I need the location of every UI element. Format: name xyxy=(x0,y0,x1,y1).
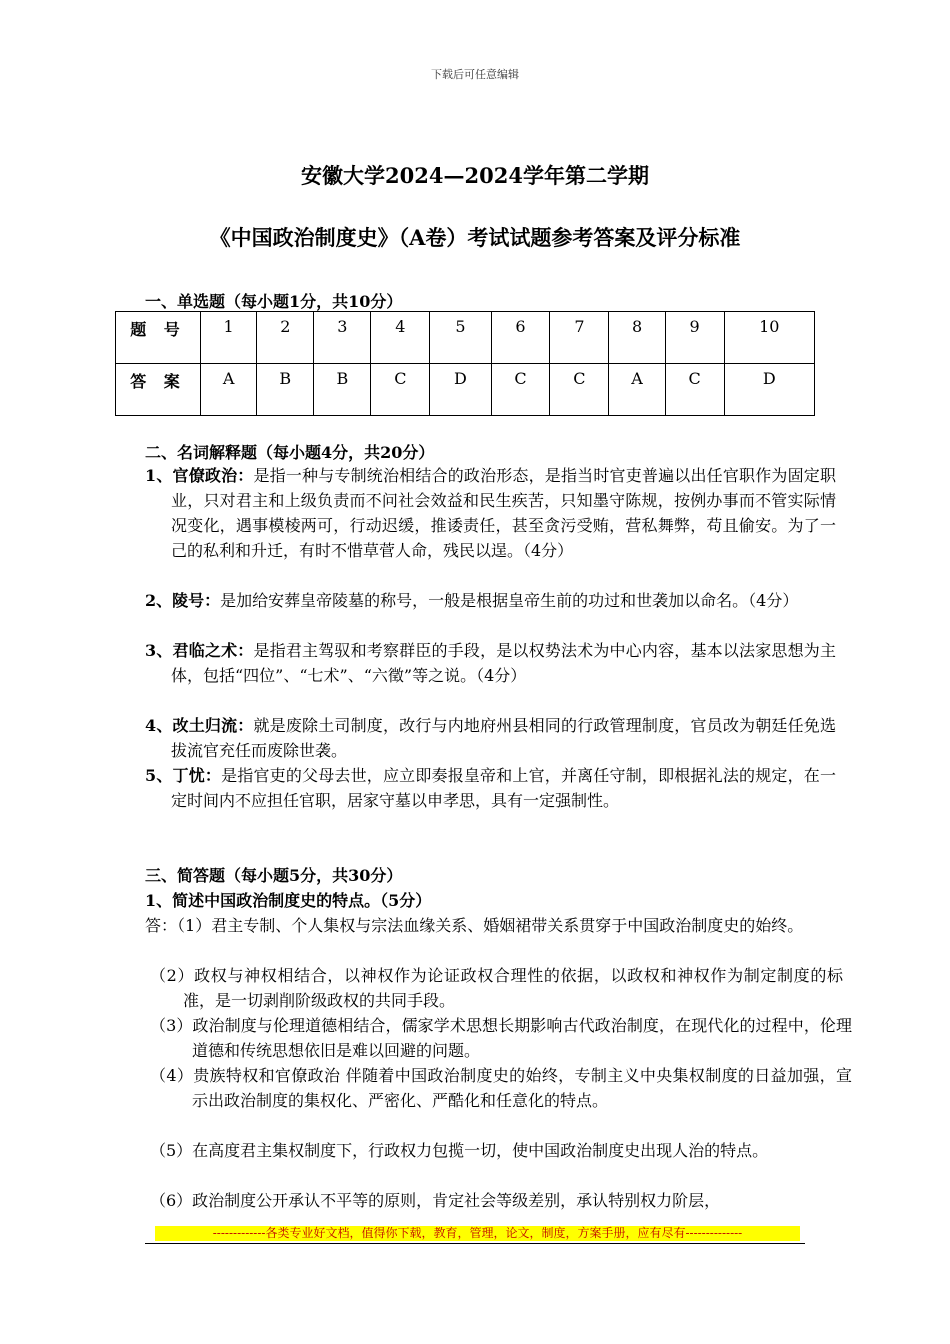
row-label-answer: 答 案 xyxy=(116,364,201,416)
term-name: 改土归流： xyxy=(172,716,254,735)
answer-point-4: （4）贵族特权和官僚政治 伴随着中国政治制度史的始终，专制主义中央集权制度的日益加强，宣示出政治制度的集权化、严密化、严酷化和任意化的特点。 xyxy=(150,1066,852,1110)
term-item-3 xyxy=(145,638,836,688)
term-name: 君临之术： xyxy=(172,641,254,660)
answer-point-3: （3）政治制度与伦理道德相结合，儒家学术思想长期影响古代政治制度，在现代化的过程中，伦理道德和传统思想依旧是难以回避的问题。 xyxy=(150,1016,852,1060)
question-number: 10 xyxy=(724,312,814,364)
answer-cell: D xyxy=(430,364,491,416)
term-definition: 是指一种与专制统治相结合的政治形态，是指当时官吏普遍以出任官职作为固定职业，只对君主和上级负责而不问社会效益和民生疾苦，只知墨守陈规，按例办事而不管实际情况变化，遇事模棱两可，行动迟缓，推诿责任，甚至贪污受贿，营私舞弊，苟且偷安。为了一己的私利和升迁，有时不惜草菅人命，残民以逞。（4分） xyxy=(171,466,836,560)
term-name: 陵号： xyxy=(172,591,221,610)
term-name: 官僚政治： xyxy=(172,466,254,485)
section3-heading: 三、简答题（每小题5分，共30分） xyxy=(145,866,403,885)
footer-banner: -------------各类专业好文档，值得你下载，教育，管理，论文，制度，方案手册，应有尽有-------------- xyxy=(155,1226,800,1241)
question-number: 5 xyxy=(430,312,491,364)
question-number-row xyxy=(116,312,815,364)
term-definition: 是指官吏的父母去世，应立即奏报皇帝和上官，并离任守制，即根据礼法的规定，在一定时间内不应担任官职，居家守墓以申孝思，具有一定强制性。 xyxy=(171,766,836,810)
section2-heading: 二、名词解释题（每小题4分，共20分） xyxy=(145,443,435,462)
exam-subtitle: 《中国政治制度史》（A卷）考试试题参考答案及评分标准 xyxy=(209,225,741,250)
answer-point-1 xyxy=(145,913,810,938)
answer-point-5: （5）在高度君主集权制度下，行政权力包揽一切，使中国政治制度史出现人治的特点。 xyxy=(150,1141,769,1160)
term-number: 4、 xyxy=(145,716,173,735)
section1-heading: 一、单选题（每小题1分，共10分） xyxy=(145,292,403,311)
answer-cell: C xyxy=(491,364,550,416)
answer-cell: A xyxy=(201,364,257,416)
answer-cell: A xyxy=(609,364,665,416)
page-header: 下载后可任意编辑 xyxy=(431,68,519,81)
term-number: 3、 xyxy=(145,641,173,660)
answer-label: 答： xyxy=(145,916,178,935)
term-item-1 xyxy=(145,463,836,563)
term-definition: 是加给安葬皇帝陵墓的称号，一般是根据皇帝生前的功过和世袭加以命名。（4分） xyxy=(220,591,799,610)
term-item-4 xyxy=(145,713,836,763)
question-number: 7 xyxy=(550,312,609,364)
answer-cell: C xyxy=(665,364,724,416)
question-number: 9 xyxy=(665,312,724,364)
term-item-5 xyxy=(145,763,836,813)
exam-title: 安徽大学2024—2024学年第二学期 xyxy=(301,163,649,188)
term-number: 2、 xyxy=(145,591,173,610)
answer-text: （1）君主专制、个人集权与宗法血缘关系、婚姻裙带关系贯穿于中国政治制度史的始终。 xyxy=(177,916,804,935)
term-definition: 是指君主驾驭和考察群臣的手段，是以权势法术为中心内容，基本以法家思想为主体，包括“四位”、“七术”、“六徵”等之说。（4分） xyxy=(171,641,836,685)
question-number: 6 xyxy=(491,312,550,364)
question-title: 1、简述中国政治制度史的特点。（5分） xyxy=(145,891,432,910)
question-number: 4 xyxy=(371,312,430,364)
answer-point-2: （2）政权与神权相结合，以神权作为论证政权合理性的依据，以政权和神权作为制定制度的标准，是一切剥削阶级政权的共同手段。 xyxy=(150,966,843,1010)
answer-cell: C xyxy=(550,364,609,416)
question-number: 8 xyxy=(609,312,665,364)
answer-cell: B xyxy=(257,364,314,416)
term-definition: 就是废除土司制度，改行与内地府州县相同的行政管理制度，官员改为朝廷任免选拔流官充任而废除世袭。 xyxy=(171,716,836,760)
term-item-2 xyxy=(145,588,836,613)
question-number: 1 xyxy=(201,312,257,364)
question-number: 3 xyxy=(314,312,371,364)
answer-table xyxy=(115,311,815,416)
term-name: 丁忧： xyxy=(172,766,222,785)
answer-cell: D xyxy=(724,364,814,416)
answer-cell: C xyxy=(371,364,430,416)
footer-divider xyxy=(145,1243,805,1244)
row-label-question: 题 号 xyxy=(116,312,201,364)
question-number: 2 xyxy=(257,312,314,364)
answer-row xyxy=(116,364,815,416)
term-number: 5、 xyxy=(145,766,173,785)
term-number: 1、 xyxy=(145,466,173,485)
answer-cell: B xyxy=(314,364,371,416)
answer-point-6: （6）政治制度公开承认不平等的原则，肯定社会等级差别，承认特别权力阶层， xyxy=(150,1191,721,1210)
